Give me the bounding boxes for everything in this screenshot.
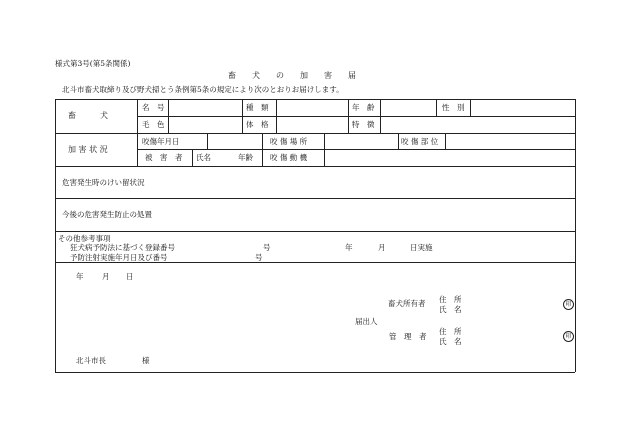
prevention-field[interactable]: [170, 199, 574, 230]
manager-label: 管 理 者: [389, 332, 427, 341]
owner-seal-icon: 印: [563, 299, 574, 310]
dog-breed-label: 種 類: [246, 103, 269, 112]
victim-age-label: 年齢: [238, 153, 253, 162]
form-title: 畜 犬 の 加 害 届: [228, 71, 356, 80]
registration-month: 月: [378, 243, 386, 252]
owner-label: 畜犬所有者: [388, 299, 426, 308]
date-year: 年: [76, 272, 84, 281]
bite-motive-label: 咬 傷 動 機: [270, 153, 308, 162]
vaccination-number-unit: 号: [255, 253, 263, 262]
addressee-mayor: 北斗市長: [76, 356, 106, 365]
bite-motive-field[interactable]: [325, 150, 574, 165]
bite-place-label: 咬 傷 場 所: [270, 137, 308, 146]
manager-name-label: 氏 名: [439, 337, 462, 346]
manager-seal-icon: 印: [563, 331, 574, 342]
retention-field[interactable]: [160, 167, 574, 197]
dog-feature-field[interactable]: [381, 117, 574, 132]
addressee-sama: 様: [142, 356, 150, 365]
dog-coat-label: 毛 色: [142, 120, 165, 129]
dog-feature-label: 特 徴: [352, 120, 375, 129]
registration-implemented: 日実施: [410, 243, 433, 252]
vaccination-label: 予防注射実施年月日及び番号: [70, 253, 168, 262]
dog-sex-label: 性 別: [442, 103, 465, 112]
dog-build-label: 体 格: [246, 120, 269, 129]
manager-address-label: 住 所: [439, 327, 462, 336]
bite-part-label: 咬 傷 部 位: [401, 137, 439, 146]
form-number: 様式第3号(第5条関係): [55, 59, 131, 68]
dog-sex-field[interactable]: [471, 100, 574, 115]
bite-place-field[interactable]: [325, 134, 397, 148]
bite-part-field[interactable]: [446, 134, 574, 148]
dog-section-label: 畜 犬: [68, 111, 108, 120]
dog-coat-field[interactable]: [169, 117, 241, 132]
victim-name-label: 氏名: [196, 153, 211, 162]
bite-date-field[interactable]: [208, 134, 261, 148]
dog-breed-field[interactable]: [277, 100, 347, 115]
owner-name-label: 氏 名: [439, 305, 462, 314]
date-month: 月: [102, 272, 110, 281]
dog-build-field[interactable]: [277, 117, 347, 132]
date-day: 日: [126, 272, 134, 281]
retention-label: 危害発生時のけい留状況: [62, 178, 145, 187]
damage-section-label: 加 害 状 況: [68, 145, 108, 154]
form-intro: 北斗市畜犬取締り及び野犬掃とう条例第5条の規定により次のとおりお届けします。: [62, 85, 344, 94]
prevention-label: 今後の危害発生防止の処置: [62, 210, 152, 219]
registration-label: 狂犬病予防法に基づく登録番号: [70, 243, 175, 252]
owner-address-label: 住 所: [439, 295, 462, 304]
bite-date-label: 咬傷年月日: [142, 137, 180, 146]
dog-name-field[interactable]: [169, 100, 241, 115]
dog-age-field[interactable]: [381, 100, 435, 115]
notes-label: その他参考事項: [58, 234, 111, 243]
registration-year: 年: [345, 243, 353, 252]
dog-name-label: 名 号: [142, 103, 165, 112]
applicant-label: 届出人: [355, 317, 378, 326]
registration-number-unit: 号: [263, 243, 271, 252]
victim-label: 被 害 者: [145, 153, 183, 162]
dog-age-label: 年 齢: [352, 103, 375, 112]
